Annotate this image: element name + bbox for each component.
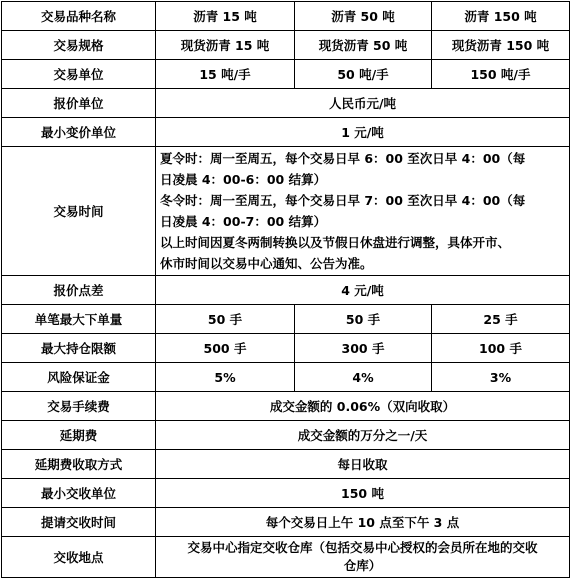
trading-hours-line: 休市时间以交易中心通知、公告为准。 [160, 256, 373, 271]
trading-hours-line: 以上时间因夏冬两制转换以及节假日休盘进行调整，具体开市、 [160, 235, 511, 250]
min-tick-value: 1 元/吨 [156, 118, 570, 147]
row-deferral-method [2, 450, 570, 479]
position-limit-50t: 300 手 [295, 334, 432, 363]
min-delivery-label: 最小交收单位 [2, 479, 156, 508]
row-min-delivery [2, 479, 570, 508]
row-product-name [2, 2, 570, 31]
deferral-fee-value: 成交金额的万分之一/天 [156, 421, 570, 450]
trading-hours-value [156, 147, 570, 276]
deferral-method-label: 延期费收取方式 [2, 450, 156, 479]
trading-spec-50t: 现货沥青 50 吨 [295, 31, 432, 60]
trading-unit-label: 交易单位 [2, 60, 156, 89]
row-min-tick [2, 118, 570, 147]
trading-unit-15t: 15 吨/手 [156, 60, 295, 89]
trading-hours-line: 日凌晨 4：00-7：00 结算） [160, 214, 327, 229]
trading-spec-label: 交易规格 [2, 31, 156, 60]
min-tick-label: 最小变价单位 [2, 118, 156, 147]
position-limit-label: 最大持仓限额 [2, 334, 156, 363]
row-fee [2, 392, 570, 421]
delivery-request-time-label: 提请交收时间 [2, 508, 156, 537]
contract-spec-table [1, 1, 570, 578]
row-trading-hours [2, 147, 570, 276]
spread-label: 报价点差 [2, 276, 156, 305]
row-delivery-request-time [2, 508, 570, 537]
trading-hours-label: 交易时间 [2, 147, 156, 276]
deferral-method-value: 每日收取 [156, 450, 570, 479]
max-order-15t: 50 手 [156, 305, 295, 334]
delivery-location-line: 交易中心指定交收仓库（包括交易中心授权的会员所在地的交收 [187, 540, 538, 555]
position-limit-150t: 100 手 [432, 334, 570, 363]
delivery-location-label: 交收地点 [2, 537, 156, 578]
delivery-request-time-value: 每个交易日上午 10 点至下午 3 点 [156, 508, 570, 537]
quote-unit-label: 报价单位 [2, 89, 156, 118]
delivery-location-value [156, 537, 570, 578]
delivery-location-line: 仓库） [343, 558, 382, 573]
margin-15t: 5% [156, 363, 295, 392]
trading-spec-15t: 现货沥青 15 吨 [156, 31, 295, 60]
max-order-150t: 25 手 [432, 305, 570, 334]
trading-unit-150t: 150 吨/手 [432, 60, 570, 89]
row-deferral-fee [2, 421, 570, 450]
row-delivery-location [2, 537, 570, 578]
deferral-fee-label: 延期费 [2, 421, 156, 450]
fee-value: 成交金额的 0.06%（双向收取） [156, 392, 570, 421]
trading-hours-line: 日凌晨 4：00-6：00 结算） [160, 172, 327, 187]
row-margin [2, 363, 570, 392]
row-trading-unit [2, 60, 570, 89]
product-name-150t: 沥青 150 吨 [432, 2, 570, 31]
row-trading-spec [2, 31, 570, 60]
row-max-order [2, 305, 570, 334]
max-order-label: 单笔最大下单量 [2, 305, 156, 334]
row-position-limit [2, 334, 570, 363]
row-spread [2, 276, 570, 305]
fee-label: 交易手续费 [2, 392, 156, 421]
margin-label: 风险保证金 [2, 363, 156, 392]
spread-value: 4 元/吨 [156, 276, 570, 305]
min-delivery-value: 150 吨 [156, 479, 570, 508]
trading-unit-50t: 50 吨/手 [295, 60, 432, 89]
margin-50t: 4% [295, 363, 432, 392]
trading-spec-150t: 现货沥青 150 吨 [432, 31, 570, 60]
quote-unit-value: 人民币元/吨 [156, 89, 570, 118]
trading-hours-line: 冬令时：周一至周五，每个交易日早 7：00 至次日早 4：00（每 [160, 193, 526, 208]
product-name-label: 交易品种名称 [2, 2, 156, 31]
product-name-15t: 沥青 15 吨 [156, 2, 295, 31]
row-quote-unit [2, 89, 570, 118]
max-order-50t: 50 手 [295, 305, 432, 334]
product-name-50t: 沥青 50 吨 [295, 2, 432, 31]
margin-150t: 3% [432, 363, 570, 392]
position-limit-15t: 500 手 [156, 334, 295, 363]
trading-hours-line: 夏令时：周一至周五，每个交易日早 6：00 至次日早 4：00（每 [160, 151, 526, 166]
